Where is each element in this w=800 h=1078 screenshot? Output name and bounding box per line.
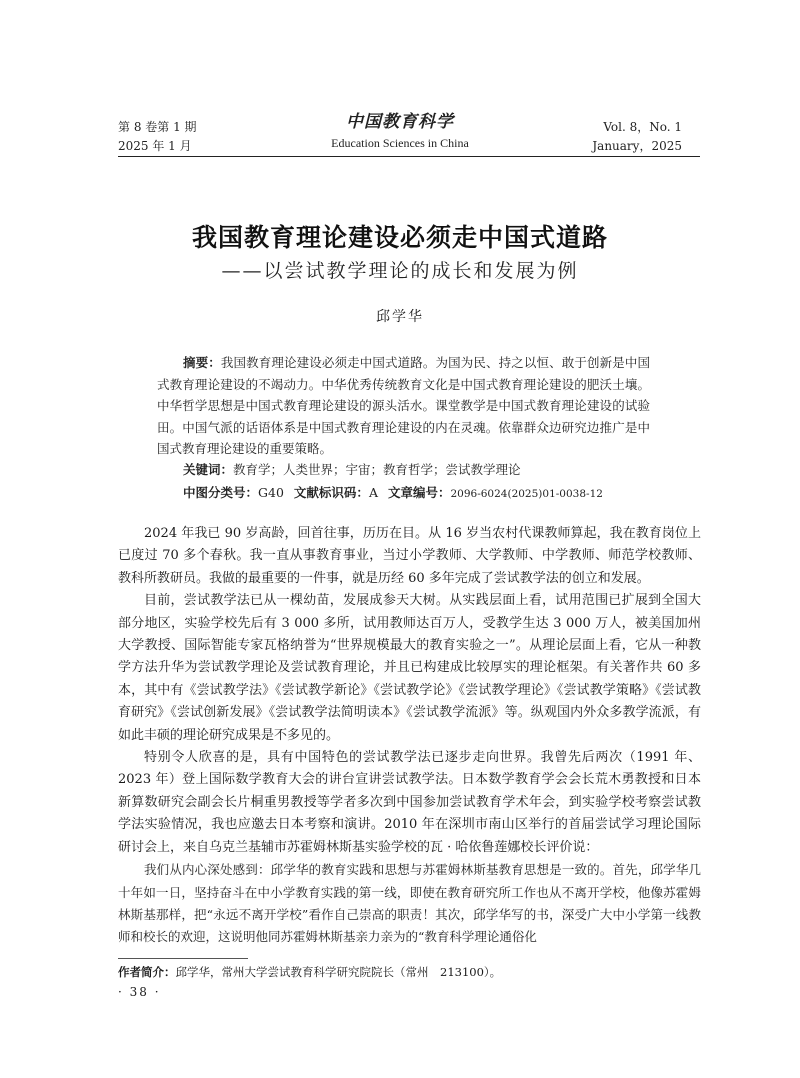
abstract-label: 摘要：: [183, 355, 221, 370]
keywords-label: 关键词：: [183, 462, 234, 477]
article-no-label: 文章编号：: [387, 485, 451, 500]
footnote-label: 作者简介：: [118, 965, 176, 979]
clc-value: G40: [258, 485, 284, 500]
article-body: [118, 523, 701, 949]
header-volume-cn: 第 8 卷第 1 期: [118, 120, 197, 134]
journal-name-cn: 中国教育科学: [346, 112, 454, 132]
article-subtitle: ——以尝试教学理论的成长和发展为例: [221, 260, 579, 282]
block-quote: 我们从内心深处感到：邱学华的教育实践和思想与苏霍姆林斯基教育思想是一致的。首先，邱学华几十年如一日，坚持奋斗在中小学教育实践的第一线，即使在教育研究所工作也从不离开学校，他像苏霍姆林斯基那样，把“永远不离开学校”看作自己崇高的职责！其次，邱学华写的书，深受广大中小学第一线教师和校长的欢迎，这说明他同苏霍姆林斯基亲力亲为的“教育科学理论通俗化: [118, 862, 701, 945]
body-paragraph: 特别令人欣喜的是，具有中国特色的尝试教学法已逐步走向世界。我曾先后两次（1991 年、2023 年）登上国际数学教育大会的讲台宣讲尝试教学法。日本数学教育学会会长荒木勇教授和日本新算数研究会副会长片桐重男教授等学者多次到中国参加尝试教育学术年会，到实验学校考察尝试教学法实验情况，我也应邀去日本考察和演讲。2010 年在深圳市南山区举行的首届尝试学习理论国际研讨会上，来自乌克兰基辅市苏霍姆林斯基实验学校的瓦 · 哈依鲁莲娜校长评价说：: [118, 750, 701, 855]
body-paragraph: 目前，尝试教学法已从一棵幼苗，发展成参天大树。从实践层面上看，试用范围已扩展到全国大部分地区，实验学校先后有 3 000 多所，试用教师达百万人，受教学生达 3 000 万人，被美国加州大学教授、国际智能专家瓦格纳誉为“世界规模最大的教育实验之一”。从理论层面上看，它从一种教学方法升华为尝试教学理论及尝试教育理论，并且已构建成比较厚实的理论框架。有关著作共 60 多本，其中有《尝试教学法》《尝试教学新论》《尝试教学论》《尝试教学理论》《尝试教学策略》《尝试教育研究》《尝试创新发展》《尝试教学法简明读本》《尝试教学流派》等。纵观国内外众多教学流派，有如此丰硕的理论研究成果是不多见的。: [118, 593, 701, 743]
doc-code-label: 文献标识码：: [293, 485, 369, 500]
footnote-text: 邱学华，常州大学尝试教育科学研究院院长（常州 213100）。: [175, 965, 502, 979]
journal-name-en: Education Sciences in China: [331, 136, 469, 150]
header-date-en: January，2025: [592, 139, 682, 153]
abstract-text: 我国教育理论建设必须走中国式道路。为国为民、持之以恒、敢于创新是中国式教育理论建设的不竭动力。中华优秀传统教育文化是中国式教育理论建设的肥沃土壤。中华哲学思想是中国式教育理论建设的源头活水。课堂教学是中国式教育理论建设的试验田。中国气派的话语体系是中国式教育理论建设的内在灵魂。依靠群众边研究边推广是中国式教育理论建设的重要策略。: [157, 355, 650, 456]
clc-label: 中图分类号：: [183, 485, 259, 500]
article-title: 我国教育理论建设必须走中国式道路: [191, 223, 608, 252]
classification-line: [183, 483, 653, 504]
footnote-rule: [118, 958, 248, 959]
article-author: 邱学华: [376, 309, 424, 325]
keywords: [183, 460, 653, 480]
header-rule: [118, 156, 700, 157]
doc-code-value: A: [368, 485, 378, 500]
header-volume-en: Vol. 8，No. 1: [603, 120, 682, 134]
abstract: [157, 352, 650, 460]
author-footnote: [118, 963, 701, 981]
header-issue-en: [592, 118, 682, 156]
page-number: · 38 ·: [118, 985, 161, 999]
header-date-cn: 2025 年 1 月: [118, 139, 192, 153]
keywords-text: 教育学；人类世界；宇宙；教育哲学；尝试教学理论: [233, 462, 521, 477]
body-paragraph: 2024 年我已 90 岁高龄，回首往事，历历在目。从 16 岁当农村代课教师算起，我在教育岗位上已度过 70 多个春秋。我一直从事教育事业，当过小学教师、大学教师、中学教师、师范学校教师、教科所教研员。我做的最重要的一件事，就是历经 60 多年完成了尝试教学法的创立和发展。: [118, 526, 701, 586]
article-no-value: 2096-6024(2025)01-0038-12: [450, 488, 603, 500]
